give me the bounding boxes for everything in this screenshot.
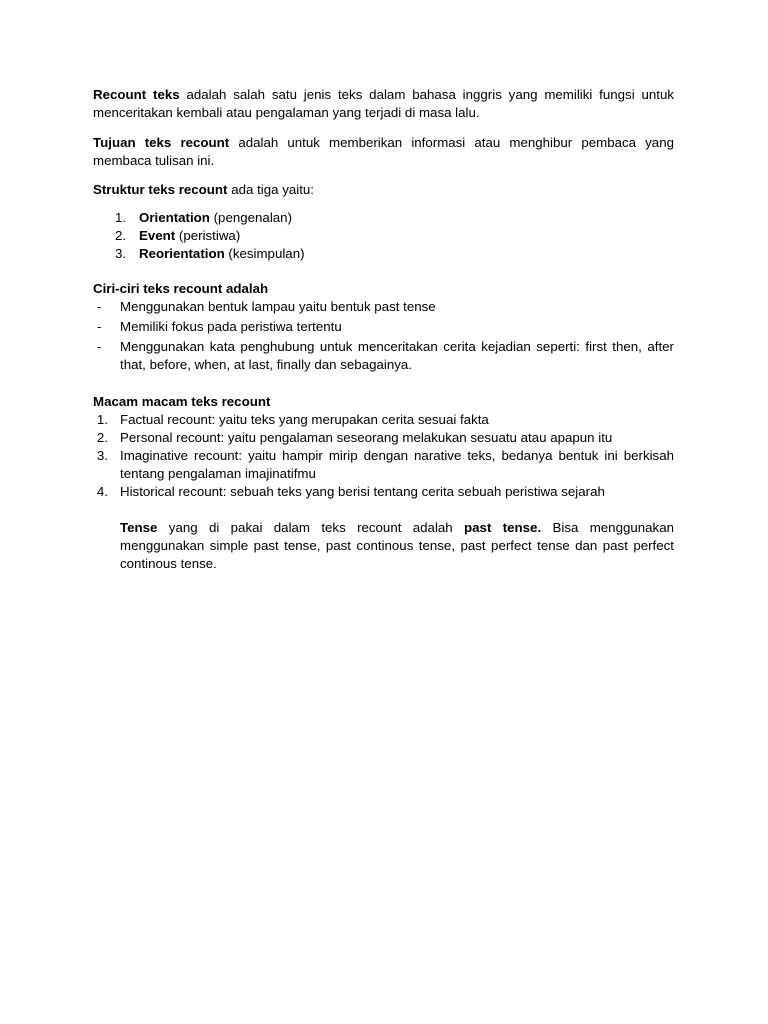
characteristics-list xyxy=(93,298,674,374)
intro-paragraph xyxy=(93,86,674,122)
types-list xyxy=(93,411,674,501)
structure-item-desc: (kesimpulan) xyxy=(228,246,305,261)
purpose-term: Tujuan teks recount xyxy=(93,135,230,150)
structure-paragraph xyxy=(93,181,674,199)
list-item xyxy=(93,338,674,374)
list-number: 1. xyxy=(96,412,108,427)
types-heading-text: Macam macam teks recount xyxy=(93,394,271,409)
list-number: 2. xyxy=(96,430,108,445)
tense-term: Tense xyxy=(120,520,158,535)
dash-bullet: - xyxy=(97,339,102,354)
structure-text: ada tiga yaitu: xyxy=(231,182,314,197)
tense-paragraph xyxy=(120,519,674,573)
tense-text-2: Bisa menggunakan menggunakan simple past tense, past continous tense, past perfect tense dan past perfect continous tense. xyxy=(120,520,674,571)
dash-bullet: - xyxy=(97,319,102,334)
tense-text: yang di pakai dalam teks recount adalah xyxy=(168,520,453,535)
dash-bullet: - xyxy=(97,299,102,314)
list-number: 1. xyxy=(115,210,127,225)
list-item xyxy=(93,318,674,336)
list-item-text: Menggunakan bentuk lampau yaitu bentuk past tense xyxy=(120,299,436,314)
tense-term-past: past tense. xyxy=(464,520,542,535)
list-item xyxy=(93,447,674,483)
structure-item-term: Event xyxy=(139,228,176,243)
types-heading xyxy=(93,393,674,411)
list-item xyxy=(93,298,674,316)
structure-item-desc: (pengenalan) xyxy=(213,210,292,225)
list-item-text: Personal recount: yaitu pengalaman seseorang melakukan sesuatu atau apapun itu xyxy=(120,430,613,445)
structure-item-term: Orientation xyxy=(139,210,210,225)
list-item-text: Memiliki fokus pada peristiwa tertentu xyxy=(120,319,342,334)
list-number: 2. xyxy=(115,228,127,243)
structure-item-term: Reorientation xyxy=(139,246,225,261)
structure-item xyxy=(93,209,674,227)
list-item xyxy=(93,483,674,501)
characteristics-heading-text: Ciri-ciri teks recount adalah xyxy=(93,281,269,296)
list-item-text: Imaginative recount: yaitu hampir mirip dengan narative teks, bedanya bentuk ini berkisah tentang pengalaman imajinatifmu xyxy=(120,448,674,481)
purpose-text: adalah untuk memberikan informasi atau menghibur pembaca yang membaca tulisan ini. xyxy=(93,135,674,168)
list-number: 3. xyxy=(115,246,127,261)
structure-term: Struktur teks recount xyxy=(93,182,228,197)
list-number: 3. xyxy=(96,448,108,463)
characteristics-heading xyxy=(93,280,674,298)
structure-list xyxy=(93,209,674,263)
structure-item xyxy=(93,245,674,263)
list-item-text: Factual recount: yaitu teks yang merupakan cerita sesuai fakta xyxy=(120,412,489,427)
structure-item-desc: (peristiwa) xyxy=(178,228,241,243)
list-number: 4. xyxy=(96,484,108,499)
list-item-text: Menggunakan kata penghubung untuk menceritakan cerita kejadian seperti: first then, after that, before, when, at last, finally dan sebagainya. xyxy=(120,339,674,372)
list-item-text: Historical recount: sebuah teks yang berisi tentang cerita sebuah peristiwa sejarah xyxy=(120,484,605,499)
intro-term: Recount teks xyxy=(93,87,180,102)
list-item xyxy=(93,429,674,447)
structure-item xyxy=(93,227,674,245)
purpose-paragraph xyxy=(93,134,674,170)
intro-text: adalah salah satu jenis teks dalam bahasa inggris yang memiliki fungsi untuk menceritakan kembali atau pengalaman yang terjadi di masa lalu. xyxy=(93,87,674,120)
document-body xyxy=(93,86,674,573)
list-item xyxy=(93,411,674,429)
